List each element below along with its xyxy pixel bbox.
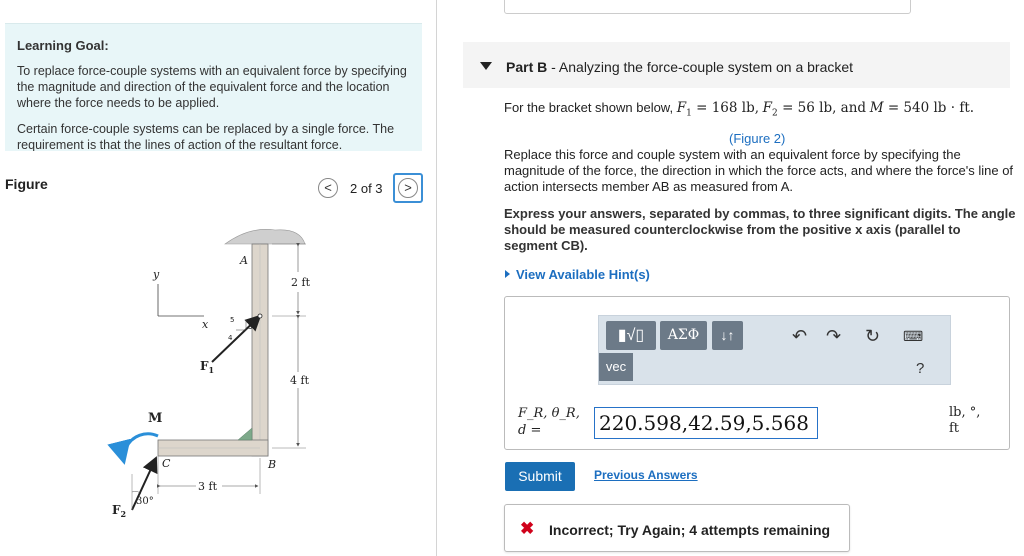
- previous-answers-link[interactable]: Previous Answers: [594, 468, 698, 482]
- submit-button[interactable]: Submit: [505, 462, 575, 491]
- collapse-triangle-icon[interactable]: [480, 62, 492, 70]
- slope-3: 3: [248, 323, 253, 331]
- ceiling-support: [225, 229, 305, 244]
- bracket-figure: [100, 222, 330, 522]
- feedback-text: Incorrect; Try Again; 4 attempts remaining: [549, 522, 831, 538]
- help-icon[interactable]: ?: [916, 360, 925, 377]
- sort-button[interactable]: ↓↑: [712, 321, 743, 350]
- express-answer-text: Express your answers, separated by commas, to three significant digits. The angle should be measured counterclockwise from the positive x axis (parallel to segment CB).: [504, 206, 1016, 253]
- feedback-box: [504, 504, 850, 552]
- label-b: B: [268, 458, 277, 471]
- keyboard-icon[interactable]: ⌨: [903, 328, 924, 344]
- column-divider: [436, 0, 437, 556]
- learning-goal-box: [5, 23, 422, 151]
- answer-units: lb, °, ft: [949, 405, 981, 436]
- greek-symbols-button[interactable]: ΑΣΦ: [660, 321, 707, 350]
- label-m: M: [148, 411, 163, 426]
- triangle-right-icon: [505, 270, 510, 278]
- figure-counter: 2 of 3: [350, 181, 383, 196]
- label-f2: $F_2$: [112, 503, 127, 519]
- label-angle: 30°: [136, 496, 154, 507]
- figure-next-button[interactable]: [393, 173, 423, 203]
- redo-icon[interactable]: ↷: [826, 326, 842, 346]
- undo-icon[interactable]: ↶: [792, 326, 808, 346]
- label-x: x: [202, 318, 209, 331]
- figure-2-link[interactable]: (Figure 2): [729, 131, 786, 146]
- chevron-right-icon: >: [398, 178, 418, 198]
- moment-m-arc: [123, 434, 158, 462]
- label-c: C: [162, 457, 171, 470]
- learning-goal-paragraph-2: Certain force-couple systems can be replaced by a single force. The requirement is that the lines of action of the resultant force.: [17, 122, 395, 151]
- dim-4ft: 4 ft: [290, 374, 309, 387]
- view-hints-link[interactable]: View Available Hint(s): [505, 267, 650, 282]
- reset-icon[interactable]: ↻: [865, 326, 881, 346]
- figure-heading: Figure: [5, 176, 48, 192]
- problem-statement: For the bracket shown below, $F_1 = 168$ lb, $F_2 = 56$ lb, and M = 540 lb · ft.: [504, 100, 975, 119]
- dim-2ft: 2 ft: [291, 276, 310, 289]
- learning-goal-paragraph-1: To replace force-couple systems with an equivalent force by specifying the magnitude and direction of the equivalent force and the location where the force needs to be applied.: [17, 64, 407, 110]
- part-b-title: Part B - Analyzing the force-couple system on a bracket: [506, 59, 854, 75]
- math-toolbar: [598, 315, 951, 385]
- learning-goal-title: Learning Goal:: [17, 38, 109, 53]
- part-b-header[interactable]: [463, 42, 1010, 88]
- answer-variable-label: F_R, θ_R, d =: [518, 406, 580, 438]
- slope-4: 4: [228, 334, 233, 342]
- templates-button[interactable]: ▮√▯: [606, 321, 656, 350]
- error-x-icon: ✖: [520, 519, 535, 538]
- label-a: A: [240, 254, 248, 267]
- slope-5: 5: [230, 316, 235, 324]
- previous-part-box: [504, 0, 911, 14]
- instructions-text: Replace this force and couple system with an equivalent force by specifying the magnitude of the force, the direction in which the force acts, and where the force's line of action intersects member AB as measured from A.: [504, 147, 1014, 194]
- answer-input[interactable]: 220.598,42.59,5.568: [594, 407, 818, 439]
- vec-button[interactable]: vec: [599, 353, 633, 381]
- figure-prev-button[interactable]: <: [318, 178, 338, 198]
- label-f1: $F_1$: [200, 359, 215, 375]
- answer-panel: [504, 296, 1010, 450]
- dim-3ft: 3 ft: [198, 480, 217, 493]
- label-y: y: [153, 268, 160, 281]
